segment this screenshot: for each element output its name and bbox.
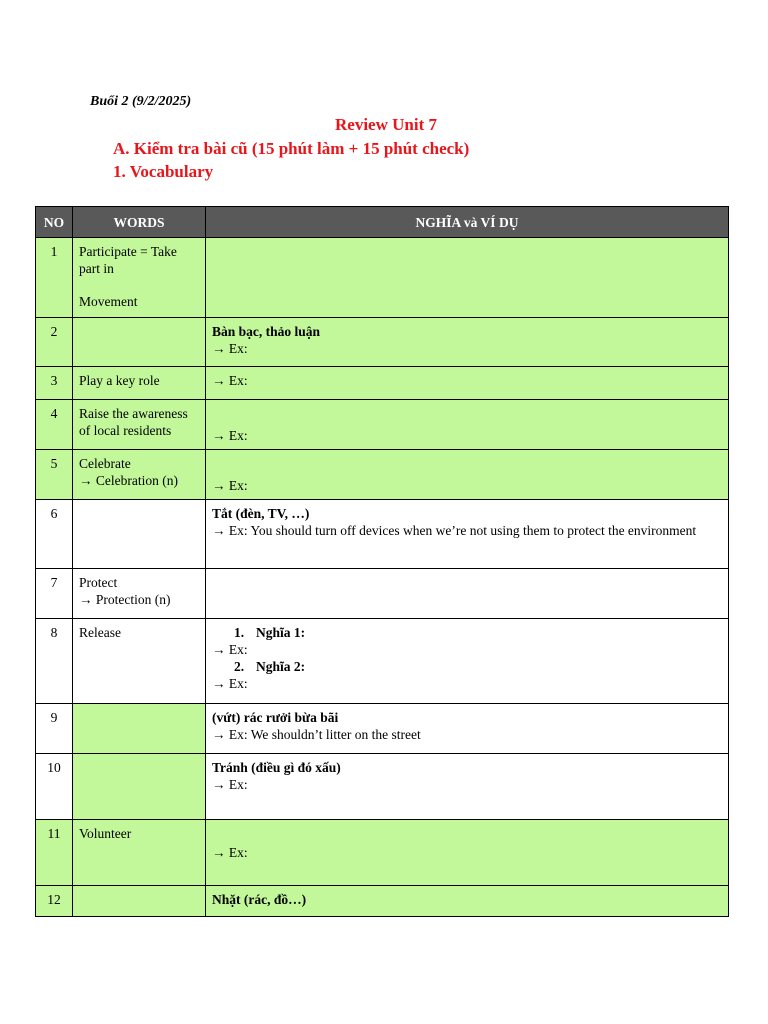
word-cell <box>73 400 206 450</box>
table-header-row <box>36 207 729 238</box>
table-row <box>36 318 729 367</box>
header-no: NO <box>36 207 73 238</box>
table-row <box>36 820 729 886</box>
table-row <box>36 754 729 820</box>
row-number: 2 <box>36 318 73 367</box>
meaning-cell <box>206 754 729 820</box>
row-number: 9 <box>36 704 73 754</box>
word-cell <box>73 238 206 318</box>
meaning-text: Nghĩa 2: <box>256 659 306 674</box>
word-text: Participate = Take part in <box>79 244 177 276</box>
word-text: Release <box>79 625 121 640</box>
example-text: → Ex: <box>212 777 248 792</box>
word-text: Play a key role <box>79 373 160 388</box>
meaning-item <box>212 624 722 641</box>
row-number: 12 <box>36 886 73 917</box>
example-text: → Ex: <box>212 642 248 657</box>
row-number: 6 <box>36 500 73 569</box>
row-number: 11 <box>36 820 73 886</box>
section-a-heading: A. Kiểm tra bài cũ (15 phút làm + 15 phút check) <box>113 139 470 158</box>
meaning-cell <box>206 400 729 450</box>
example-text: → Ex: <box>212 676 248 691</box>
session-label: Buổi 2 (9/2/2025) <box>90 94 192 109</box>
word-cell <box>73 367 206 400</box>
row-number: 7 <box>36 569 73 619</box>
example-text: → Ex: <box>212 341 248 356</box>
item-number: 1. <box>234 625 245 640</box>
meaning-cell <box>206 704 729 754</box>
word-text: Raise the awareness of local residents <box>79 406 188 438</box>
example-text: → Ex: <box>212 845 248 860</box>
word-cell <box>73 754 206 820</box>
word-text: Celebrate <box>79 456 131 471</box>
word-cell <box>73 500 206 569</box>
example-text: → Ex: <box>212 373 248 388</box>
row-number: 1 <box>36 238 73 318</box>
word-cell <box>73 318 206 367</box>
table-row <box>36 704 729 754</box>
meaning-cell <box>206 886 729 917</box>
table-row <box>36 367 729 400</box>
table-row <box>36 569 729 619</box>
meaning-text: (vứt) rác rưởi bừa bãi <box>212 710 339 725</box>
row-number: 4 <box>36 400 73 450</box>
vocabulary-table <box>35 206 729 917</box>
meaning-cell <box>206 238 729 318</box>
meaning-cell <box>206 569 729 619</box>
word-cell <box>73 569 206 619</box>
row-number: 5 <box>36 450 73 500</box>
row-number: 8 <box>36 619 73 704</box>
word-text: → Protection (n) <box>79 592 171 607</box>
word-text: → Celebration (n) <box>79 473 178 488</box>
example-text: → Ex: <box>212 478 248 493</box>
word-cell <box>73 820 206 886</box>
word-text: Volunteer <box>79 826 132 841</box>
word-cell <box>73 704 206 754</box>
word-cell <box>73 450 206 500</box>
row-number: 10 <box>36 754 73 820</box>
word-text: Movement <box>79 294 138 309</box>
meaning-item <box>212 658 722 675</box>
header-words: WORDS <box>73 207 206 238</box>
item-number: 2. <box>234 659 245 674</box>
meaning-cell <box>206 318 729 367</box>
meaning-text: Bàn bạc, thảo luận <box>212 324 321 339</box>
meaning-text: Tắt (đèn, TV, …) <box>212 506 310 521</box>
meaning-cell <box>206 450 729 500</box>
meaning-text: Nghĩa 1: <box>256 625 306 640</box>
word-cell <box>73 619 206 704</box>
table-row <box>36 619 729 704</box>
table-row <box>36 450 729 500</box>
header-meaning: NGHĨA và VÍ DỤ <box>206 207 729 238</box>
page-title: Review Unit 7 <box>335 115 437 134</box>
example-text: → Ex: You should turn off devices when we’re not using them to protect the environment <box>212 523 697 538</box>
table-row <box>36 886 729 917</box>
word-text: Protect <box>79 575 118 590</box>
section-1-heading: 1. Vocabulary <box>113 162 214 181</box>
row-number: 3 <box>36 367 73 400</box>
meaning-text: Tránh (điều gì đó xấu) <box>212 760 341 775</box>
table-row <box>36 400 729 450</box>
meaning-text: Nhặt (rác, đồ…) <box>212 892 307 907</box>
meaning-cell <box>206 367 729 400</box>
word-cell <box>73 886 206 917</box>
example-text: → Ex: <box>212 428 248 443</box>
example-text: → Ex: We shouldn’t litter on the street <box>212 727 421 742</box>
table-row <box>36 500 729 569</box>
meaning-cell <box>206 500 729 569</box>
table-row <box>36 238 729 318</box>
meaning-cell <box>206 619 729 704</box>
meaning-cell <box>206 820 729 886</box>
